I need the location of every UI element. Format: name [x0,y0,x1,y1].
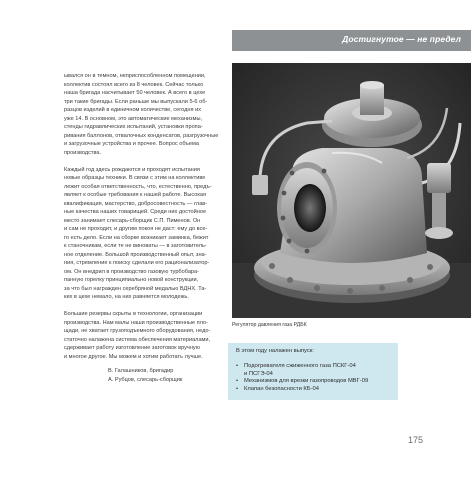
paragraph-gap [64,157,224,166]
article-body [64,72,224,384]
body-line: го есть дело. Если на сборке возникает заминка, бежит [64,234,209,241]
body-line: Каждый год здесь рождаются и проходят испытания [64,166,200,173]
body-line: стенды гидравлических испытаний, установки пропа- [64,124,203,130]
body-line: являет к особые требования к нашей работе. Высокая [64,192,207,198]
product-infobox [228,343,398,400]
signature-line: В. Галашников, бригадир [108,368,174,374]
body-line: сдерживает работу изготовление заготовок вручную [64,345,200,351]
body-line: уже 14. В основном, это автоматические механизмы, [64,115,203,122]
body-line: наша бригада насчитывает 50 человек. А всего в цехе [64,90,206,96]
body-line: коллектив состоял всего из 8 человек. Сейчас только [64,81,204,88]
body-line: и многое другое. Мы можем и хотим работать лучше. [64,353,203,360]
paragraph-gap [64,302,224,311]
page-number: 175 [408,435,424,445]
product-list-item-continuation: и ПСГЭ-04 [244,370,273,377]
body-line: ное отделение. Большой производственный опыт, зна- [64,251,207,258]
body-line: и сам не проходит, и другим покоя не даст: ему до все- [64,226,208,232]
body-line: статочно налажена система обеспечения материалами, [64,336,211,343]
gas-regulator-illustration [232,63,471,318]
body-line: производства. [64,149,102,156]
body-line: ом. Он внедрил в производство газовую турбобара- [64,268,200,275]
product-list [236,363,390,393]
body-line: ывался он в темном, неприспособленном помещении, [64,73,206,79]
body-line: ривания баллонов, отвалочных конденсатов, разгрузочные [64,132,219,139]
infobox-title: В этом году налажен выпуск: [236,348,314,354]
photo-caption: Регулятор давления газа РДБК [232,322,307,328]
signature-block [64,367,224,384]
body-line: новые образцы техники. В связи с этим на коллективе [64,175,206,181]
gas-regulator-photo [232,63,471,318]
body-line: Большие резервы скрыты в технологии, организации [64,311,203,317]
body-line: щади, не хватает грузоподъемного оборудования, недо- [64,328,211,334]
product-list-item: • Подогревателя сжиженного газа ПСКГ-04 [236,363,390,371]
body-line: три такие бригады. Если раньше мы выпускали 5-6 об- [64,98,208,105]
body-line: производства. Нам малы наши производственные пло- [64,319,208,326]
body-line: ких в цехе немало, на них равняется молодежь. [64,294,189,300]
body-line: и загрузочные устройства и прочее. Вопрос объема [64,141,199,147]
body-line: квалификация, мастерство, добросовестность — глав- [64,200,208,207]
signature-line: А. Рубцов, слесарь-сборщик [108,376,183,383]
body-line: разцов изделий в единичном количестве, сегодня их [64,107,202,113]
product-list-item: • Клапан безопасности КБ-04 [236,386,390,394]
body-line: ные качества наших товарищей. Среди них достойное [64,209,207,215]
body-line: место занимает слесарь-сборщик С.П. Пименов. Он [64,217,201,224]
running-header-title: Достигнутое — не предел [342,34,461,44]
product-list-item: • Механизмов для врезки газопроводов МВГ-09 [236,378,390,386]
body-line: ния, стремление к поиску сделали его рационализатор- [64,260,210,266]
body-line: к станочникам, если те не виноваты — в заготовитель- [64,243,207,249]
body-line: панную горелку принципиально новой конструкции, [64,277,199,283]
running-header-bar [232,30,471,51]
body-line: за что был награжден серебряной медалью ВДНХ. Та- [64,285,207,292]
body-line: лежит особая ответственность, что, естественно, предъ- [64,183,212,190]
